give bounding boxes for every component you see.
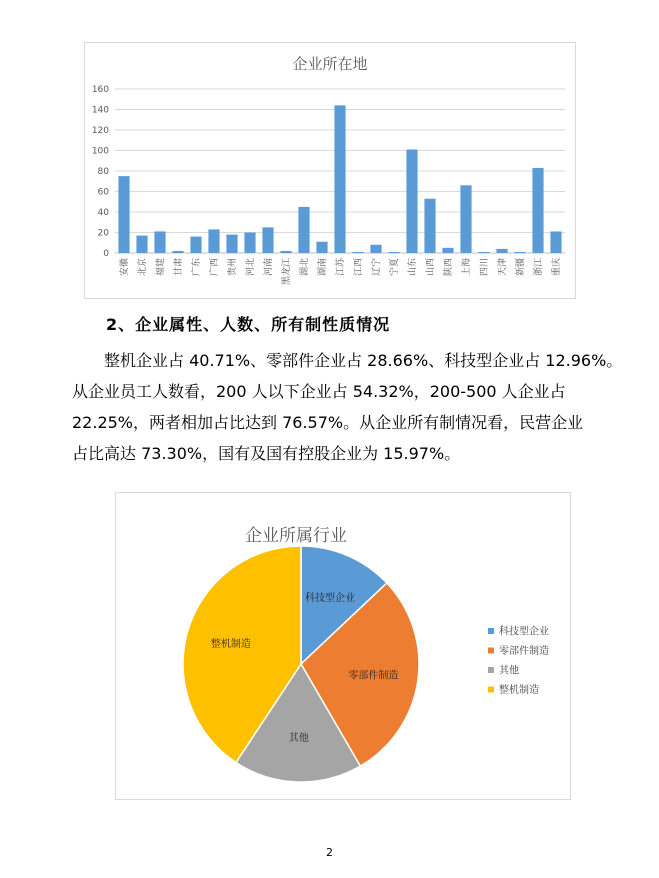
pie-chart: [116, 493, 570, 799]
pie-slice-label: 整机制造: [210, 638, 251, 650]
bar-江西: [352, 252, 363, 253]
bar-天津: [496, 249, 507, 253]
bar-贵州: [226, 235, 237, 253]
bar-山西: [424, 199, 435, 253]
x-tick-label: 湖北: [300, 258, 310, 277]
page-number: 2: [326, 846, 333, 859]
bar-chart-title: 企业所在地: [292, 55, 368, 73]
x-tick-label: 江西: [354, 258, 364, 277]
x-tick-label: 陕西: [444, 258, 454, 277]
bar-广东: [190, 237, 201, 253]
x-tick-label: 江苏: [336, 258, 346, 277]
bar-江苏: [334, 105, 345, 253]
paragraph-line: 22.25%，两者相加占比达到 76.57%。从企业所有制情况看，民营企业: [72, 413, 584, 432]
x-tick-label: 新疆: [516, 258, 526, 277]
pie-slice-label: 科技型企业: [304, 592, 355, 604]
body-paragraph: [72, 345, 623, 469]
bar-新疆: [514, 252, 525, 253]
bar-广西: [208, 229, 219, 253]
pie-chart-container: [115, 492, 571, 800]
y-tick-label: 20: [97, 228, 109, 239]
x-tick-label: 辽宁: [372, 258, 382, 277]
y-tick-label: 0: [103, 249, 109, 259]
x-tick-label: 山西: [426, 258, 436, 277]
section-heading: 2、企业属性、人数、所有制性质情况: [106, 315, 391, 334]
paragraph-line: 从企业员工人数看，200 人以下企业占 54.32%，200-500 人企业占: [72, 382, 566, 401]
bar-陕西: [442, 248, 453, 253]
y-tick-label: 40: [97, 208, 109, 218]
x-tick-label: 山东: [408, 258, 418, 277]
bar-黑龙江: [280, 251, 291, 253]
x-tick-label: 宁夏: [390, 258, 400, 277]
bar-河南: [262, 227, 273, 253]
paragraph-line: 整机企业占 40.71%、零部件企业占 28.66%、科技型企业占 12.96%。: [104, 351, 623, 370]
y-tick-label: 100: [91, 146, 109, 157]
bar-福建: [154, 231, 165, 253]
x-tick-label: 安徽: [120, 258, 130, 277]
pie-chart-title: 企业所属行业: [245, 526, 347, 546]
x-tick-label: 湖南: [318, 258, 328, 277]
bar-重庆: [550, 231, 561, 253]
bar-浙江: [532, 168, 543, 253]
bar-甘肃: [172, 251, 183, 253]
bar-北京: [136, 236, 147, 253]
legend-swatch: [488, 687, 494, 693]
x-tick-label: 河南: [264, 258, 274, 277]
bar-上海: [460, 185, 471, 253]
pie-slice-label: 其他: [288, 733, 309, 745]
x-tick-label: 广东: [192, 258, 202, 277]
y-tick-label: 160: [91, 85, 109, 95]
x-tick-label: 天津: [498, 258, 508, 277]
y-tick-label: 80: [97, 167, 109, 177]
bar-chart-container: [84, 42, 576, 299]
bar-辽宁: [370, 245, 381, 253]
x-tick-label: 上海: [462, 258, 472, 277]
legend-label: 其他: [499, 665, 519, 677]
x-tick-label: 广西: [210, 258, 220, 277]
x-tick-label: 浙江: [534, 258, 544, 277]
bar-湖北: [298, 207, 309, 253]
legend-swatch: [488, 667, 494, 673]
bar-湖南: [316, 242, 327, 253]
bar-四川: [478, 252, 489, 253]
x-tick-label: 北京: [138, 258, 148, 277]
paragraph-line: 占比高达 73.30%，国有及国有控股企业为 15.97%。: [72, 444, 461, 463]
bar-宁夏: [388, 252, 399, 253]
x-tick-label: 贵州: [228, 258, 238, 277]
x-tick-label: 黑龙江: [282, 258, 292, 286]
y-tick-label: 120: [91, 126, 109, 136]
y-tick-label: 140: [91, 105, 109, 116]
bar-安徽: [118, 176, 129, 253]
pie-slice-label: 零部件制造: [348, 670, 399, 682]
x-tick-label: 重庆: [552, 258, 562, 277]
bar-山东: [406, 149, 417, 253]
bar-chart: [85, 43, 575, 298]
y-tick-label: 60: [97, 187, 109, 198]
legend-label: 零部件制造: [499, 646, 549, 657]
x-tick-label: 四川: [480, 258, 490, 277]
legend-label: 整机制造: [499, 685, 539, 696]
bar-河北: [244, 233, 255, 254]
x-tick-label: 河北: [246, 258, 256, 277]
legend-swatch: [488, 648, 494, 654]
legend-label: 科技型企业: [499, 626, 549, 638]
x-tick-label: 甘肃: [174, 258, 184, 277]
x-tick-label: 福建: [156, 258, 166, 277]
legend-swatch: [488, 628, 494, 634]
